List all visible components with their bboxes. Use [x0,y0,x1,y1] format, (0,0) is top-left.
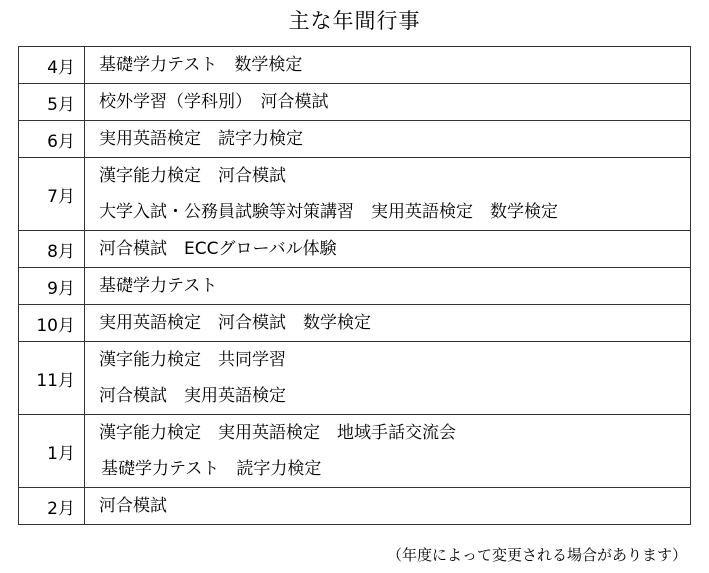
table-row [19,158,691,231]
event-line: 実用英語検定 読字力検定 [99,129,303,149]
events-cell [85,268,691,305]
event-line: 基礎学力テスト 読字力検定 [101,459,322,479]
events-cell [85,47,691,84]
table-row [19,47,691,84]
table-row [19,342,691,415]
event-line: 大学入試・公務員試験等対策講習 実用英語検定 数学検定 [99,202,558,222]
table-row [19,488,691,525]
events-cell [85,84,691,121]
annual-events-table [18,46,691,525]
month-cell: 11月 [19,342,85,415]
month-cell: 6月 [19,121,85,158]
annual-events-body [19,47,691,525]
event-line: 河合模試 [99,496,167,516]
event-line: 漢字能力検定 実用英語検定 地域手話交流会 [99,423,456,443]
event-line: 河合模試 ECCグローバル体験 [99,239,337,259]
page-title: 主な年間行事 [288,9,421,33]
event-line: 実用英語検定 河合模試 数学検定 [99,313,371,333]
event-line: 漢字能力検定 共同学習 [99,350,286,370]
events-cell [85,305,691,342]
events-cell [85,158,691,231]
events-cell [85,415,691,488]
month-cell: 5月 [19,84,85,121]
table-row [19,231,691,268]
month-cell: 10月 [19,305,85,342]
table-row [19,268,691,305]
table-row [19,84,691,121]
month-cell: 8月 [19,231,85,268]
month-cell: 9月 [19,268,85,305]
events-cell [85,342,691,415]
events-cell [85,488,691,525]
month-cell: 4月 [19,47,85,84]
month-cell: 7月 [19,158,85,231]
events-cell [85,121,691,158]
footnote: （年度によって変更される場合があります） [386,546,687,564]
table-row [19,305,691,342]
month-cell: 1月 [19,415,85,488]
month-cell: 2月 [19,488,85,525]
event-line: 基礎学力テスト [99,276,218,296]
event-line: 漢字能力検定 河合模試 [99,166,286,186]
table-row [19,121,691,158]
table-row [19,415,691,488]
event-line: 河合模試 実用英語検定 [99,386,286,406]
events-cell [85,231,691,268]
event-line: 基礎学力テスト 数学検定 [99,55,303,75]
event-line: 校外学習（学科別） 河合模試 [99,92,329,112]
